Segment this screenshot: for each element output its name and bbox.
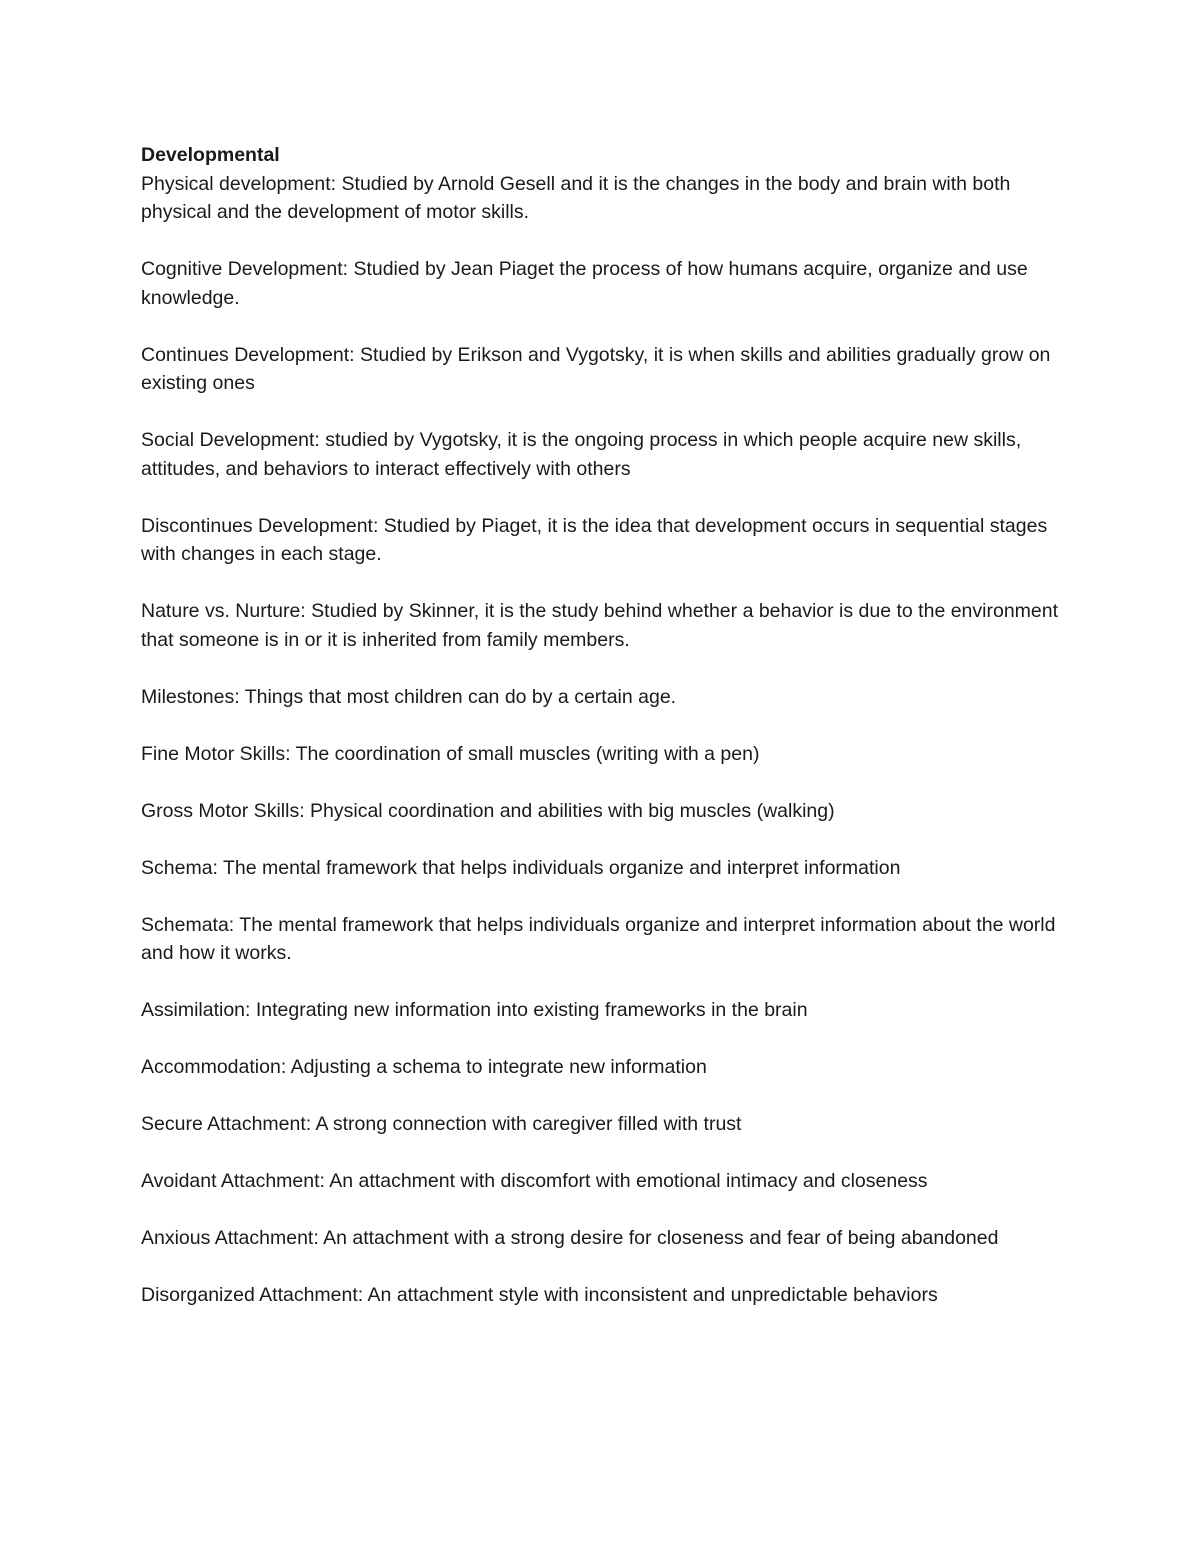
entry-milestones: Milestones: Things that most children can do by a certain age.	[141, 685, 677, 708]
document-body	[141, 141, 1066, 1310]
entry-schema: Schema: The mental framework that helps individuals organize and interpret information	[141, 856, 901, 879]
document-heading: Developmental	[141, 144, 280, 166]
entry-gross-motor-skills: Gross Motor Skills: Physical coordination and abilities with big muscles (walking)	[141, 799, 835, 822]
entry-social-development: Social Development: studied by Vygotsky, it is the ongoing process in which people acquire new skills, attitudes, and behaviors to interact effectively with others	[141, 429, 1022, 480]
entry-cognitive-development: Cognitive Development: Studied by Jean Piaget the process of how humans acquire, organize and use knowledge.	[141, 258, 1028, 309]
entry-physical-development: Physical development: Studied by Arnold Gesell and it is the changes in the body and brain with both physical and the development of motor skills.	[141, 172, 1011, 223]
entry-continues-development: Continues Development: Studied by Erikson and Vygotsky, it is when skills and abilities gradually grow on existing ones	[141, 343, 1051, 394]
entry-disorganized-attachment: Disorganized Attachment: An attachment style with inconsistent and unpredictable behaviors	[141, 1284, 938, 1306]
entry-avoidant-attachment: Avoidant Attachment: An attachment with discomfort with emotional intimacy and closeness	[141, 1170, 928, 1192]
entry-anxious-attachment: Anxious Attachment: An attachment with a strong desire for closeness and fear of being abandoned	[141, 1227, 999, 1249]
entry-accommodation: Accommodation: Adjusting a schema to integrate new information	[141, 1056, 707, 1078]
entry-assimilation: Assimilation: Integrating new information into existing frameworks in the brain	[141, 999, 808, 1021]
entry-schemata: Schemata: The mental framework that helps individuals organize and interpret information about the world and how it works.	[141, 913, 1056, 964]
entry-discontinues-development: Discontinues Development: Studied by Piaget, it is the idea that development occurs in sequential stages with changes in each stage.	[141, 514, 1048, 565]
entry-nature-vs-nurture: Nature vs. Nurture: Studied by Skinner, it is the study behind whether a behavior is due to the environment that someone is in or it is inherited from family members.	[141, 600, 1059, 651]
entry-fine-motor-skills: Fine Motor Skills: The coordination of small muscles (writing with a pen)	[141, 742, 760, 765]
entry-secure-attachment: Secure Attachment: A strong connection with caregiver filled with trust	[141, 1113, 742, 1135]
